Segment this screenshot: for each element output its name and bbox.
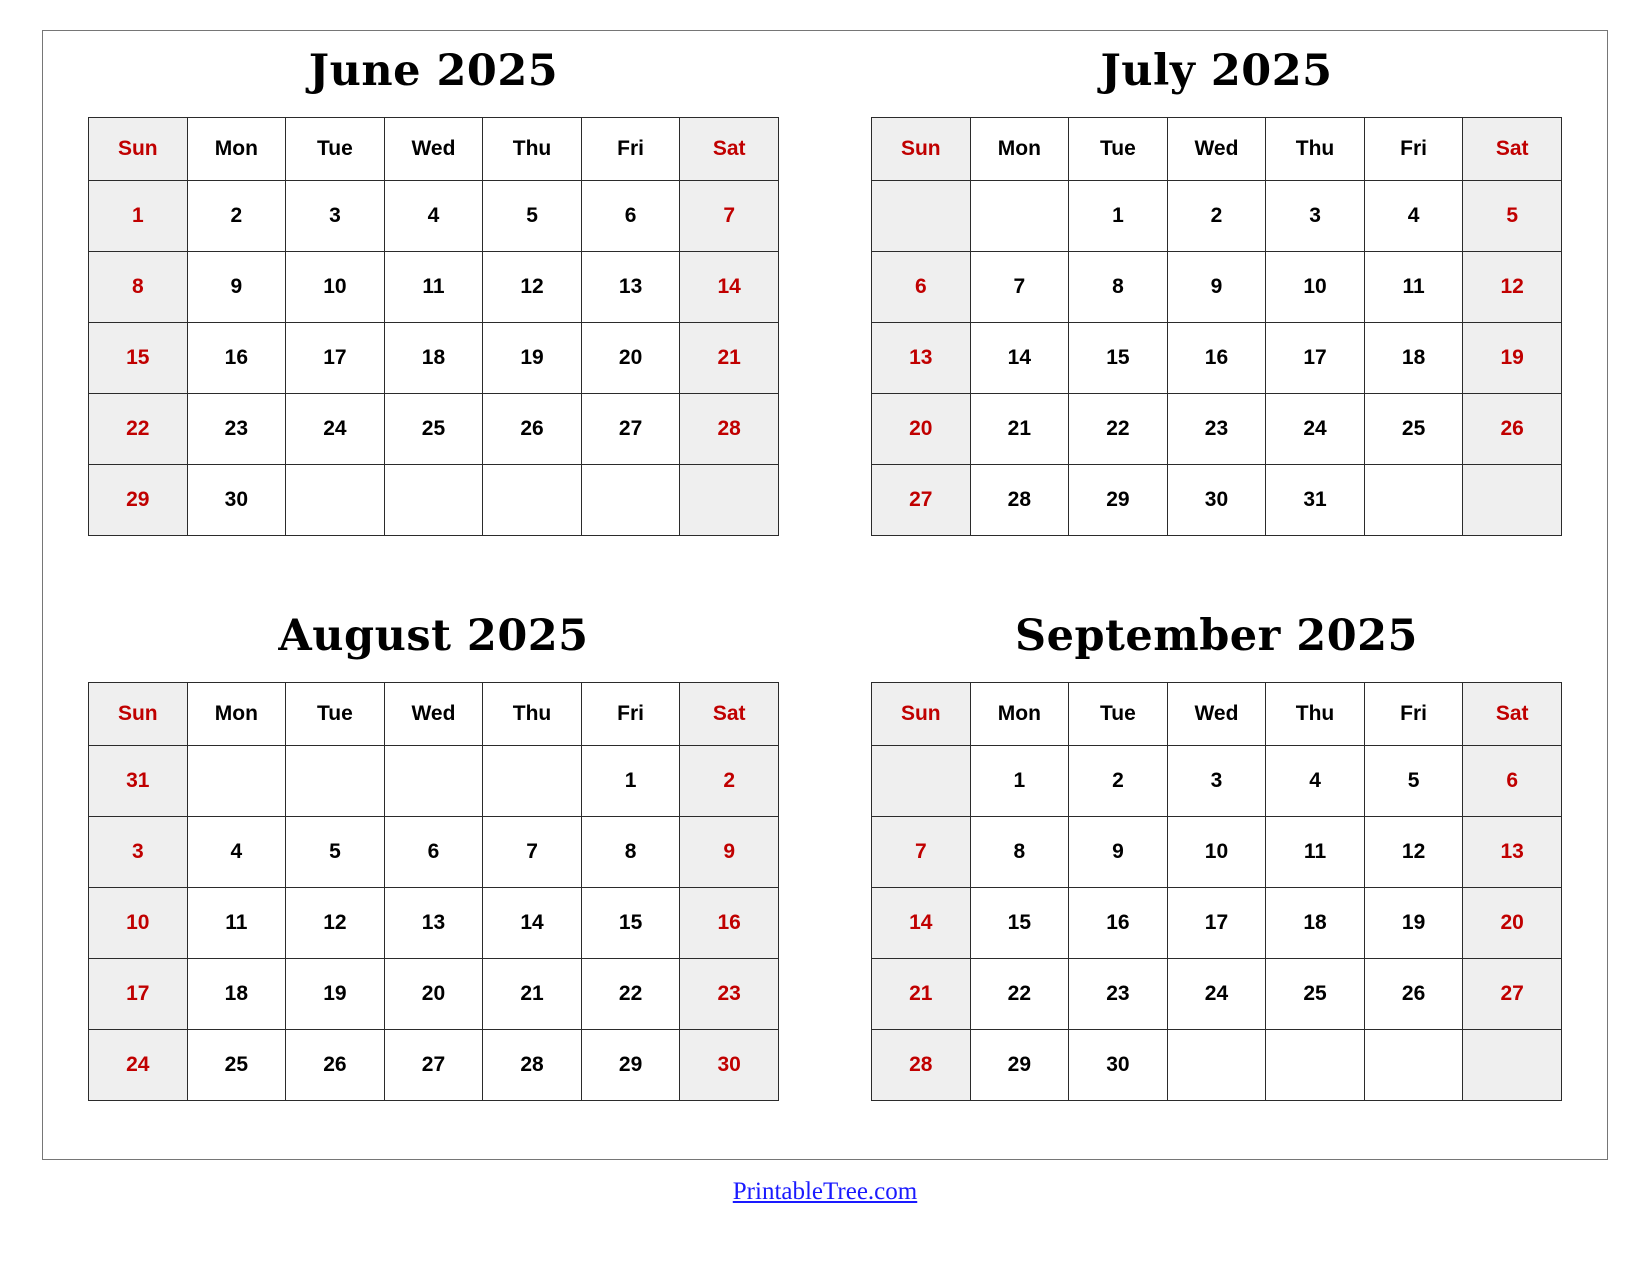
week-row <box>89 394 779 465</box>
day-cell: 21 <box>680 323 779 394</box>
week-row <box>872 394 1562 465</box>
month-title: September 2025 <box>1015 611 1418 661</box>
day-cell: 6 <box>581 181 680 252</box>
weekday-header-row <box>872 118 1562 181</box>
day-cell: 17 <box>1167 888 1266 959</box>
day-cell: 1 <box>89 181 188 252</box>
day-cell: 14 <box>483 888 582 959</box>
day-cell: 21 <box>872 959 971 1030</box>
day-cell <box>384 746 483 817</box>
day-cell: 21 <box>483 959 582 1030</box>
day-cell: 3 <box>286 181 385 252</box>
day-cell: 22 <box>1069 394 1168 465</box>
month-block-june <box>42 30 825 595</box>
day-cell: 29 <box>89 465 188 536</box>
weekday-header-row <box>89 118 779 181</box>
day-cell: 8 <box>1069 252 1168 323</box>
day-cell: 12 <box>1463 252 1562 323</box>
week-row <box>89 959 779 1030</box>
footer-link[interactable]: PrintableTree.com <box>732 1178 918 1205</box>
day-cell: 11 <box>1364 252 1463 323</box>
day-cell: 4 <box>187 817 286 888</box>
day-cell: 31 <box>89 746 188 817</box>
week-row <box>89 817 779 888</box>
weekday-header-fri: Fri <box>581 683 680 746</box>
day-cell: 22 <box>581 959 680 1030</box>
day-cell: 15 <box>89 323 188 394</box>
day-cell: 6 <box>384 817 483 888</box>
weekday-header-mon: Mon <box>187 118 286 181</box>
week-row <box>89 181 779 252</box>
day-cell: 25 <box>187 1030 286 1101</box>
day-cell <box>1463 465 1562 536</box>
day-cell: 12 <box>1364 817 1463 888</box>
day-cell: 23 <box>680 959 779 1030</box>
month-table-august <box>88 682 779 1101</box>
month-table-september <box>871 682 1562 1101</box>
week-row <box>89 1030 779 1101</box>
day-cell <box>286 746 385 817</box>
day-cell: 3 <box>89 817 188 888</box>
day-cell <box>1364 1030 1463 1101</box>
weekday-header-fri: Fri <box>1364 118 1463 181</box>
week-row <box>872 888 1562 959</box>
weekday-header-mon: Mon <box>187 683 286 746</box>
day-cell: 25 <box>1364 394 1463 465</box>
weekday-header-thu: Thu <box>483 683 582 746</box>
day-cell: 10 <box>89 888 188 959</box>
month-block-september <box>825 595 1608 1160</box>
day-cell: 24 <box>89 1030 188 1101</box>
week-row <box>872 323 1562 394</box>
day-cell: 26 <box>1463 394 1562 465</box>
week-row <box>872 1030 1562 1101</box>
week-row <box>89 888 779 959</box>
day-cell: 20 <box>384 959 483 1030</box>
week-row <box>89 323 779 394</box>
day-cell: 15 <box>581 888 680 959</box>
day-cell: 19 <box>286 959 385 1030</box>
day-cell: 30 <box>187 465 286 536</box>
day-cell: 25 <box>1266 959 1365 1030</box>
weekday-header-sat: Sat <box>680 683 779 746</box>
day-cell: 24 <box>1167 959 1266 1030</box>
week-row <box>872 817 1562 888</box>
day-cell: 1 <box>970 746 1069 817</box>
week-row <box>89 465 779 536</box>
day-cell: 29 <box>970 1030 1069 1101</box>
day-cell: 4 <box>1266 746 1365 817</box>
day-cell: 7 <box>970 252 1069 323</box>
day-cell: 5 <box>1364 746 1463 817</box>
month-block-july <box>825 30 1608 595</box>
day-cell: 5 <box>286 817 385 888</box>
week-row <box>89 252 779 323</box>
day-cell: 11 <box>187 888 286 959</box>
day-cell: 19 <box>1463 323 1562 394</box>
day-cell: 28 <box>680 394 779 465</box>
weekday-header-sat: Sat <box>680 118 779 181</box>
day-cell: 1 <box>581 746 680 817</box>
day-cell: 16 <box>680 888 779 959</box>
day-cell: 3 <box>1167 746 1266 817</box>
weekday-header-wed: Wed <box>384 118 483 181</box>
day-cell: 11 <box>384 252 483 323</box>
day-cell: 17 <box>89 959 188 1030</box>
month-title: July 2025 <box>1100 46 1333 96</box>
day-cell: 10 <box>1266 252 1365 323</box>
day-cell: 27 <box>872 465 971 536</box>
day-cell: 3 <box>1266 181 1365 252</box>
day-cell <box>872 746 971 817</box>
day-cell: 12 <box>483 252 582 323</box>
day-cell: 30 <box>680 1030 779 1101</box>
day-cell: 7 <box>483 817 582 888</box>
weekday-header-tue: Tue <box>1069 118 1168 181</box>
weekday-header-sat: Sat <box>1463 118 1562 181</box>
weekday-header-mon: Mon <box>970 118 1069 181</box>
footer <box>0 1178 1650 1206</box>
month-title: August 2025 <box>278 611 589 661</box>
day-cell: 13 <box>384 888 483 959</box>
day-cell: 13 <box>1463 817 1562 888</box>
day-cell: 1 <box>1069 181 1168 252</box>
day-cell <box>872 181 971 252</box>
weekday-header-row <box>89 683 779 746</box>
day-cell: 5 <box>1463 181 1562 252</box>
day-cell: 22 <box>970 959 1069 1030</box>
day-cell <box>581 465 680 536</box>
weekday-header-wed: Wed <box>384 683 483 746</box>
day-cell <box>1266 1030 1365 1101</box>
day-cell: 27 <box>384 1030 483 1101</box>
day-cell <box>187 746 286 817</box>
day-cell: 16 <box>1069 888 1168 959</box>
day-cell <box>1463 1030 1562 1101</box>
day-cell: 13 <box>581 252 680 323</box>
day-cell: 25 <box>384 394 483 465</box>
day-cell <box>1364 465 1463 536</box>
day-cell: 12 <box>286 888 385 959</box>
weekday-header-wed: Wed <box>1167 118 1266 181</box>
day-cell: 9 <box>187 252 286 323</box>
months-grid <box>42 30 1608 1160</box>
month-table-july <box>871 117 1562 536</box>
day-cell: 20 <box>872 394 971 465</box>
day-cell: 10 <box>286 252 385 323</box>
month-block-august <box>42 595 825 1160</box>
day-cell: 18 <box>384 323 483 394</box>
day-cell: 4 <box>1364 181 1463 252</box>
day-cell: 17 <box>1266 323 1365 394</box>
day-cell: 16 <box>1167 323 1266 394</box>
weekday-header-sun: Sun <box>89 683 188 746</box>
day-cell: 13 <box>872 323 971 394</box>
weekday-header-tue: Tue <box>1069 683 1168 746</box>
month-title: June 2025 <box>308 46 559 96</box>
day-cell: 23 <box>187 394 286 465</box>
weekday-header-sat: Sat <box>1463 683 1562 746</box>
month-table-june <box>88 117 779 536</box>
day-cell: 20 <box>1463 888 1562 959</box>
weekday-header-wed: Wed <box>1167 683 1266 746</box>
day-cell: 14 <box>970 323 1069 394</box>
day-cell: 20 <box>581 323 680 394</box>
day-cell: 17 <box>286 323 385 394</box>
day-cell: 19 <box>483 323 582 394</box>
day-cell <box>1167 1030 1266 1101</box>
day-cell: 4 <box>384 181 483 252</box>
day-cell: 26 <box>286 1030 385 1101</box>
day-cell: 18 <box>1266 888 1365 959</box>
day-cell: 5 <box>483 181 582 252</box>
day-cell: 6 <box>872 252 971 323</box>
day-cell: 2 <box>1167 181 1266 252</box>
day-cell: 10 <box>1167 817 1266 888</box>
weekday-header-tue: Tue <box>286 683 385 746</box>
weekday-header-tue: Tue <box>286 118 385 181</box>
day-cell <box>970 181 1069 252</box>
day-cell: 30 <box>1167 465 1266 536</box>
day-cell: 9 <box>680 817 779 888</box>
day-cell <box>384 465 483 536</box>
day-cell: 11 <box>1266 817 1365 888</box>
day-cell: 18 <box>1364 323 1463 394</box>
day-cell: 29 <box>581 1030 680 1101</box>
day-cell: 29 <box>1069 465 1168 536</box>
day-cell: 24 <box>286 394 385 465</box>
day-cell: 8 <box>89 252 188 323</box>
day-cell: 2 <box>187 181 286 252</box>
day-cell: 9 <box>1069 817 1168 888</box>
weekday-header-sun: Sun <box>872 683 971 746</box>
day-cell: 27 <box>1463 959 1562 1030</box>
day-cell <box>286 465 385 536</box>
week-row <box>872 181 1562 252</box>
week-row <box>872 252 1562 323</box>
weekday-header-sun: Sun <box>89 118 188 181</box>
day-cell <box>680 465 779 536</box>
weekday-header-thu: Thu <box>483 118 582 181</box>
day-cell: 14 <box>872 888 971 959</box>
day-cell: 7 <box>872 817 971 888</box>
day-cell: 28 <box>872 1030 971 1101</box>
day-cell: 22 <box>89 394 188 465</box>
week-row <box>872 465 1562 536</box>
day-cell <box>483 465 582 536</box>
day-cell: 2 <box>680 746 779 817</box>
day-cell: 6 <box>1463 746 1562 817</box>
day-cell: 19 <box>1364 888 1463 959</box>
day-cell: 18 <box>187 959 286 1030</box>
day-cell: 24 <box>1266 394 1365 465</box>
day-cell: 2 <box>1069 746 1168 817</box>
day-cell: 14 <box>680 252 779 323</box>
day-cell: 8 <box>970 817 1069 888</box>
day-cell: 21 <box>970 394 1069 465</box>
day-cell: 30 <box>1069 1030 1168 1101</box>
weekday-header-fri: Fri <box>1364 683 1463 746</box>
weekday-header-row <box>872 683 1562 746</box>
weekday-header-fri: Fri <box>581 118 680 181</box>
day-cell: 28 <box>970 465 1069 536</box>
week-row <box>872 959 1562 1030</box>
day-cell: 26 <box>1364 959 1463 1030</box>
day-cell: 23 <box>1069 959 1168 1030</box>
day-cell: 16 <box>187 323 286 394</box>
day-cell: 7 <box>680 181 779 252</box>
week-row <box>89 746 779 817</box>
day-cell: 8 <box>581 817 680 888</box>
day-cell: 15 <box>1069 323 1168 394</box>
day-cell <box>483 746 582 817</box>
day-cell: 26 <box>483 394 582 465</box>
weekday-header-sun: Sun <box>872 118 971 181</box>
day-cell: 27 <box>581 394 680 465</box>
day-cell: 31 <box>1266 465 1365 536</box>
day-cell: 28 <box>483 1030 582 1101</box>
weekday-header-mon: Mon <box>970 683 1069 746</box>
weekday-header-thu: Thu <box>1266 118 1365 181</box>
day-cell: 23 <box>1167 394 1266 465</box>
day-cell: 15 <box>970 888 1069 959</box>
week-row <box>872 746 1562 817</box>
weekday-header-thu: Thu <box>1266 683 1365 746</box>
day-cell: 9 <box>1167 252 1266 323</box>
